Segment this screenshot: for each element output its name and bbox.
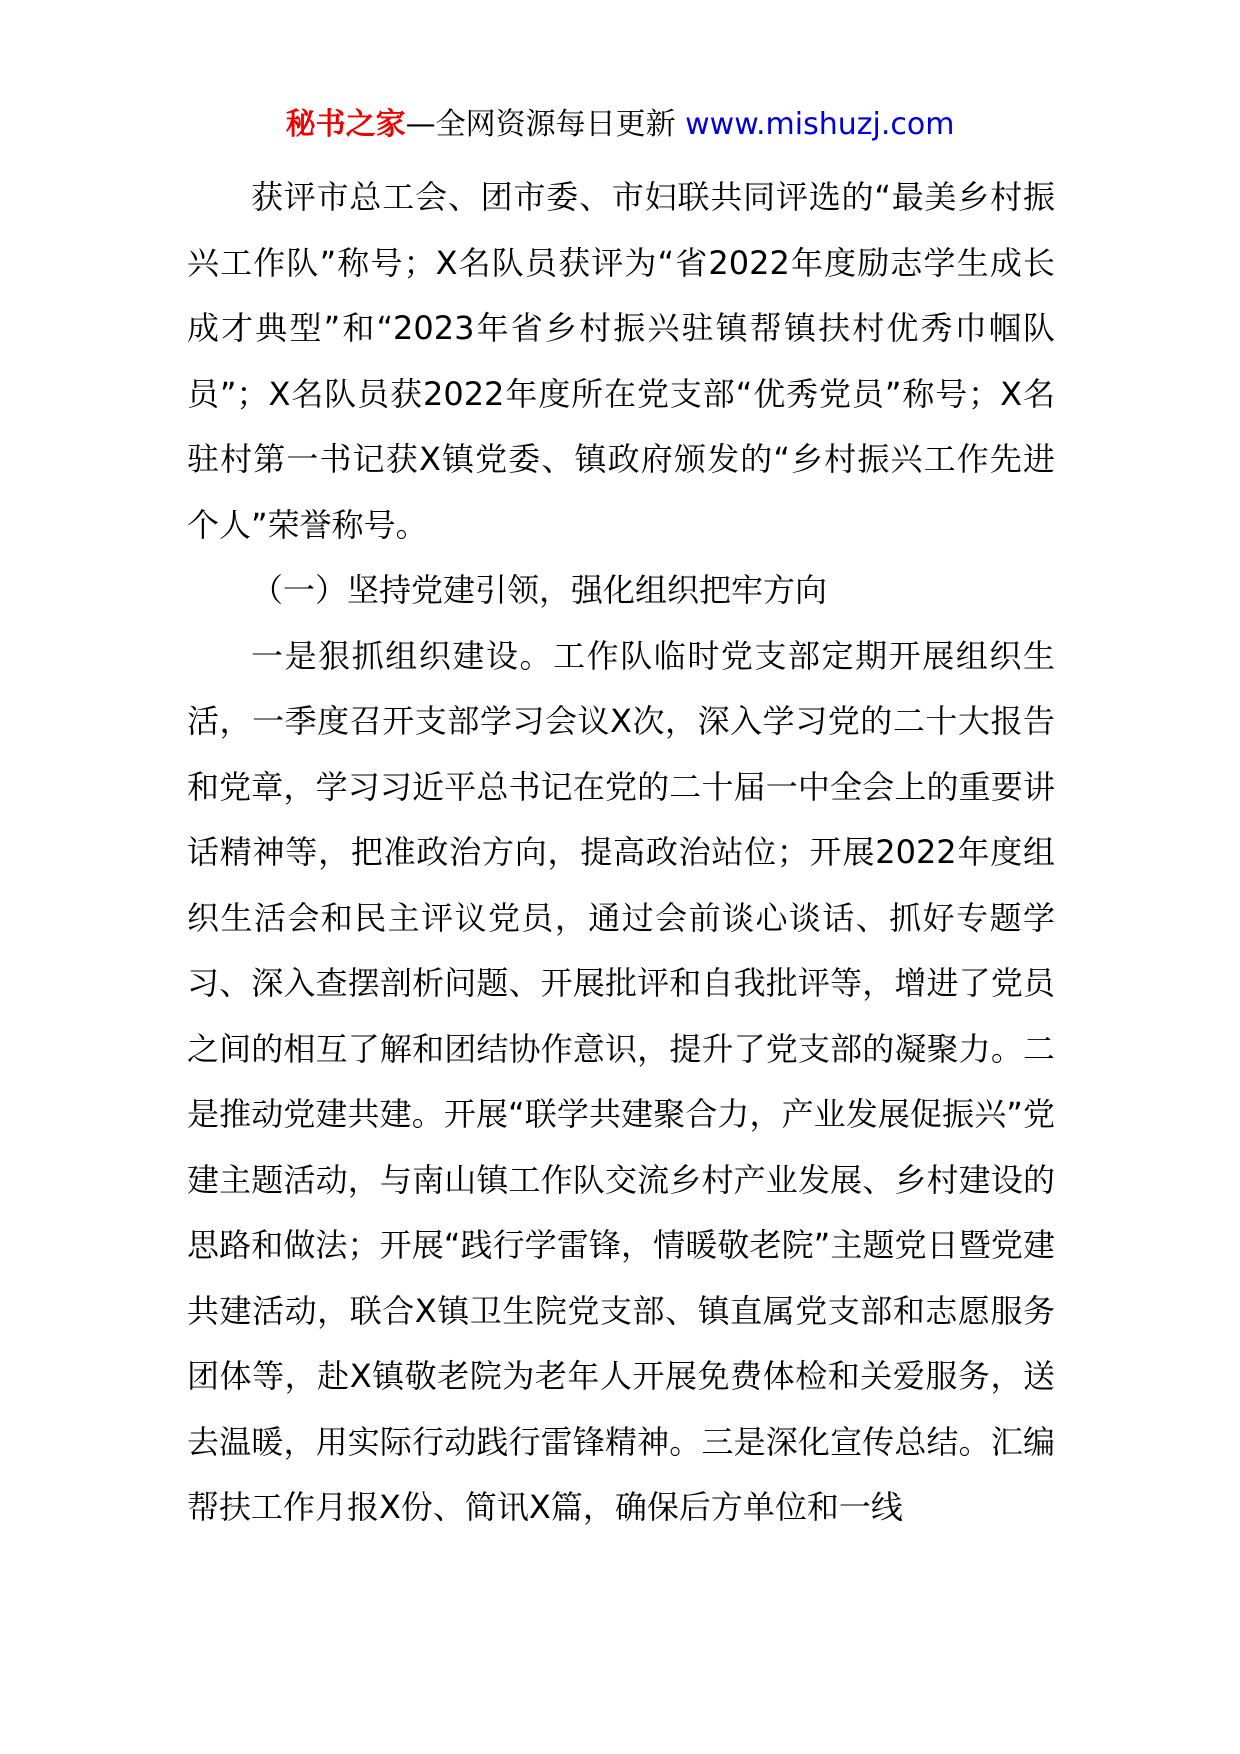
paragraph-awards: 获评市总工会、团市委、市妇联共同评选的“最美乡村振兴工作队”称号；X名队员获评为“省2022年度励志学生成长成才典型”和“2023年省乡村振兴驻镇帮镇扶村优秀巾帼队员”；X名队员获2022年度所在党支部“优秀党员”称号；X名驻村第一书记获X镇党委、镇政府颁发的“乡村振兴工作先进个人”荣誉称号。 <box>187 178 1055 544</box>
header-url-link[interactable]: www.mishuzj.com <box>685 107 955 142</box>
document-body <box>187 165 1055 1541</box>
paragraph-party-building: 一是狠抓组织建设。工作队临时党支部定期开展组织生活，一季度召开支部学习会议X次，深入学习党的二十大报告和党章，学习习近平总书记在党的二十届一中全会上的重要讲话精神等，把准政治方向，提高政治站位；开展2022年度组织生活会和民主评议党员，通过会前谈心谈话、抓好专题学习、深入查摆剖析问题、开展批评和自我批评等，增进了党员之间的相互了解和团结协作意识，提升了党支部的凝聚力。二是推动党建共建。开展“联学共建聚合力，产业发展促振兴”党建主题活动，与南山镇工作队交流乡村产业发展、乡村建设的思路和做法；开展“践行学雷锋，情暖敬老院”主题党日暨党建共建活动，联合X镇卫生院党支部、镇直属党支部和志愿服务团体等，赴X镇敬老院为老年人开展免费体检和关爱服务，送去温暖，用实际行动践行雷锋精神。三是深化宣传总结。汇编帮扶工作月报X份、简讯X篇，确保后方单位和一线 <box>187 636 1055 1526</box>
header-tagline: —全网资源每日更新 <box>405 107 686 142</box>
header-brand: 秘书之家 <box>285 107 406 142</box>
section-heading: （一）坚持党建引领，强化组织把牢方向 <box>251 571 828 609</box>
page-header <box>0 100 1240 150</box>
